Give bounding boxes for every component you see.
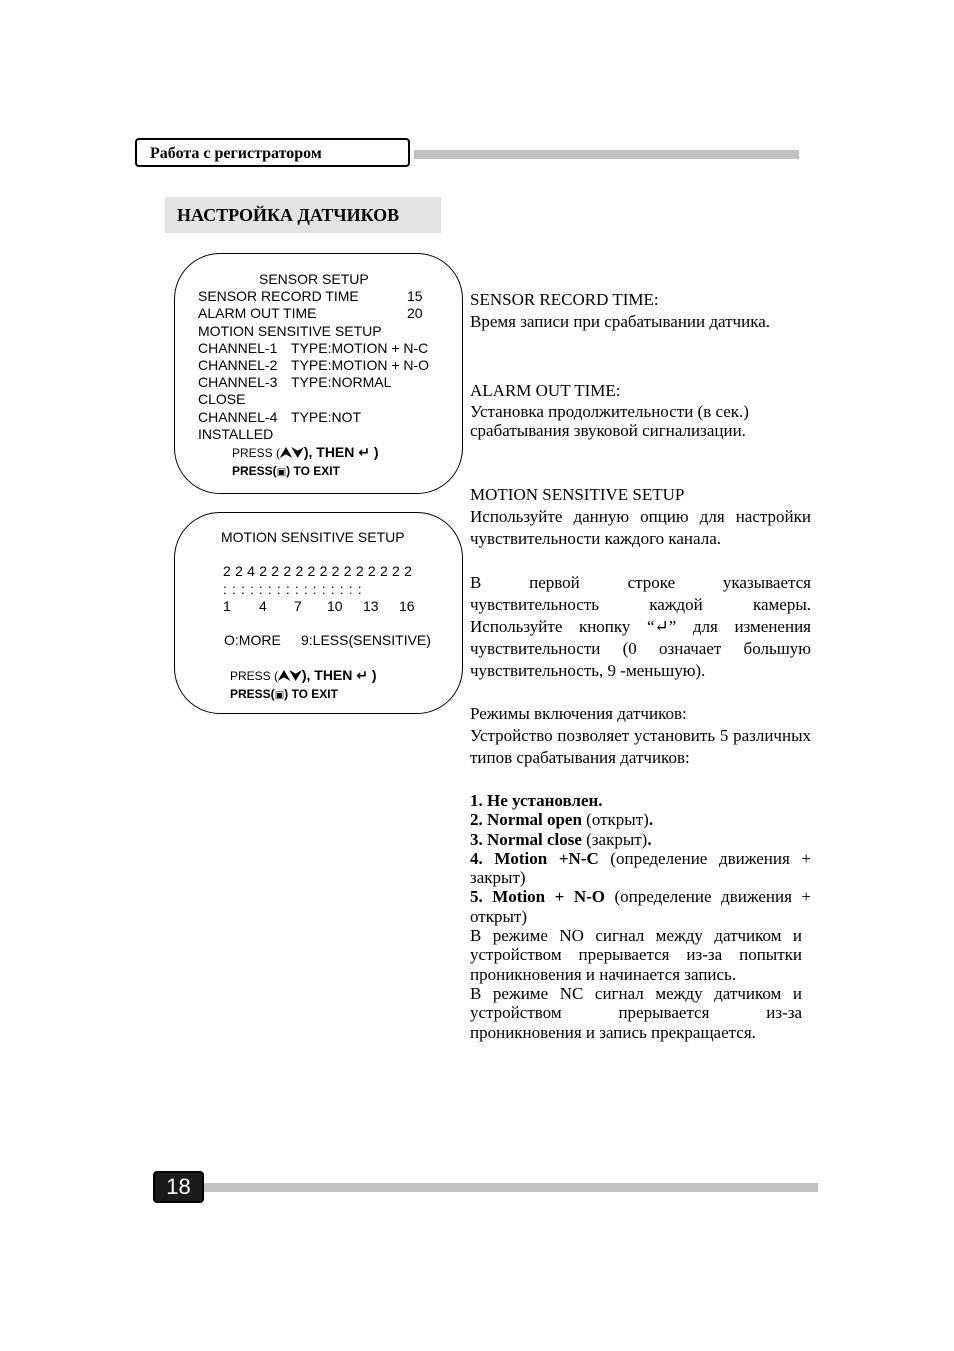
channel-4-type: TYPE:NOT: [291, 409, 362, 425]
press-text: PRESS (: [232, 446, 281, 460]
channel-1-type: TYPE:MOTION + N-C: [291, 340, 429, 356]
mode-name: 5. Motion + N-O: [470, 887, 605, 907]
modes-intro: Устройство позволяет установить 5 различных типов срабатывания датчиков:: [470, 726, 811, 767]
close-paren: ): [370, 444, 379, 460]
enter-icon: ↵: [654, 617, 669, 636]
section-title: [165, 197, 441, 233]
motion-setup-text-2: [470, 572, 811, 682]
page-number-box: [153, 1171, 204, 1203]
record-time-text: Время записи при срабатывании датчика.: [470, 312, 770, 331]
channel-1-name: CHANNEL-1: [198, 340, 278, 356]
exit-suffix: ) TO EXIT: [286, 464, 340, 478]
exit-prefix: PRESS(: [230, 687, 275, 701]
mode-desc: (закрыт): [581, 829, 648, 849]
exit-instruction: [232, 463, 340, 481]
book-icon: ▣: [274, 690, 285, 701]
press-text: PRESS (: [230, 669, 279, 683]
modes-list: [470, 791, 811, 1042]
channel-number: 1: [223, 598, 231, 614]
mode-tail: .: [648, 810, 654, 830]
menu-title: SENSOR SETUP: [259, 271, 369, 287]
exit-prefix: PRESS(: [232, 464, 277, 478]
alarm-out-label: ALARM OUT TIME: [198, 305, 317, 321]
sensor-setup-menu: [174, 253, 463, 494]
channel-2-name: CHANNEL-2: [198, 357, 278, 373]
mode-name: 2. Normal open: [470, 810, 582, 830]
channel-number: 10: [327, 598, 343, 614]
motion-menu-title: MOTION SENSITIVE SETUP: [221, 529, 405, 545]
alarm-out-text: Установка продолжительности (в сек.) срабатывания звуковой сигнализации.: [470, 402, 749, 441]
exit-instruction: [230, 686, 338, 704]
channel-3-type-cont: CLOSE: [198, 391, 246, 407]
list-item: [470, 849, 811, 888]
list-item: [470, 810, 811, 829]
then-text: ), THEN: [303, 444, 359, 460]
record-time-heading: SENSOR RECORD TIME:: [470, 290, 659, 309]
chapter-tab: [135, 138, 410, 167]
alarm-out-heading: ALARM OUT TIME:: [470, 381, 621, 400]
less-label: 9:LESS(SENSITIVE): [301, 632, 431, 648]
colons-row: : : : : : : : : : : : : : : : :: [223, 581, 363, 597]
book-icon: ▣: [276, 467, 287, 478]
mode-name: 4. Motion +N-C: [470, 848, 599, 868]
channel-4-name: CHANNEL-4: [198, 409, 278, 425]
chapter-title: Работа с регистратором: [150, 145, 322, 162]
motion-setup-label: MOTION SENSITIVE SETUP: [198, 323, 382, 339]
channel-3-type: TYPE:NORMAL: [291, 374, 392, 390]
channel-2-type: TYPE:MOTION + N-O: [291, 357, 430, 373]
channel-3-name: CHANNEL-3: [198, 374, 278, 390]
alarm-out-value: 20: [407, 305, 423, 321]
list-item: [470, 887, 811, 926]
press-instruction: [230, 667, 377, 684]
motion-sensitive-menu: [174, 512, 463, 714]
close-paren: ): [368, 667, 377, 683]
motion-setup-heading: MOTION SENSITIVE SETUP: [470, 485, 685, 504]
sensitivity-values-row: 2 2 4 2 2 2 2 2 2 2 2 2 2 2 2 2: [223, 563, 413, 579]
mode-desc: (определение движения + закрыт): [470, 848, 811, 888]
motion-text-part-a: В первой строке указывается чувствительность каждой камеры. Используйте кнопку “: [470, 573, 811, 636]
section-title-text: НАСТРОЙКА ДАТЧИКОВ: [177, 205, 400, 225]
more-label: O:MORE: [224, 632, 281, 648]
footer-bar: [204, 1183, 818, 1192]
motion-text-part-b: ” для изменения чувствительности (0 означает большую чувствительность, 9 -меньшую).: [470, 617, 811, 680]
list-item: [470, 791, 811, 810]
channel-number: 4: [259, 598, 267, 614]
list-item: [470, 830, 811, 849]
mode-name: 3. Normal close: [470, 829, 582, 849]
mode-desc: (открыт): [581, 810, 649, 830]
press-instruction: [232, 444, 379, 461]
header-bar: [414, 150, 799, 159]
mode-name: 1. Не установлен.: [470, 791, 603, 810]
motion-setup-text-1: Используйте данную опцию для настройки чувствительности каждого канала.: [470, 507, 811, 548]
exit-suffix: ) TO EXIT: [284, 687, 338, 701]
arrows-icon: ⮝⮟: [278, 667, 302, 683]
record-time-label: SENSOR RECORD TIME: [198, 288, 359, 304]
channel-number: 7: [294, 598, 302, 614]
channel-number: 16: [399, 598, 415, 614]
mode-desc: (определение движения + открыт): [470, 887, 811, 926]
channel-number: 13: [363, 598, 379, 614]
mode-tail: .: [647, 829, 652, 849]
page-number: 18: [166, 1174, 191, 1199]
arrows-icon: ⮝⮟: [280, 444, 304, 460]
record-time-value: 15: [407, 288, 423, 304]
nc-mode-text: В режиме NC сигнал между датчиком и устройством прерывается из-за проникновения и запись прекращается.: [470, 983, 802, 1042]
then-text: ), THEN: [301, 667, 357, 683]
channel-4-type-cont: INSTALLED: [198, 426, 274, 442]
modes-heading: Режимы включения датчиков:: [470, 704, 687, 723]
no-mode-text: В режиме NO сигнал между датчиком и устройством прерывается из-за попытки проникновения и начинается запись.: [470, 926, 802, 984]
enter-icon: ↵: [356, 667, 369, 683]
enter-icon: ↵: [358, 444, 371, 460]
